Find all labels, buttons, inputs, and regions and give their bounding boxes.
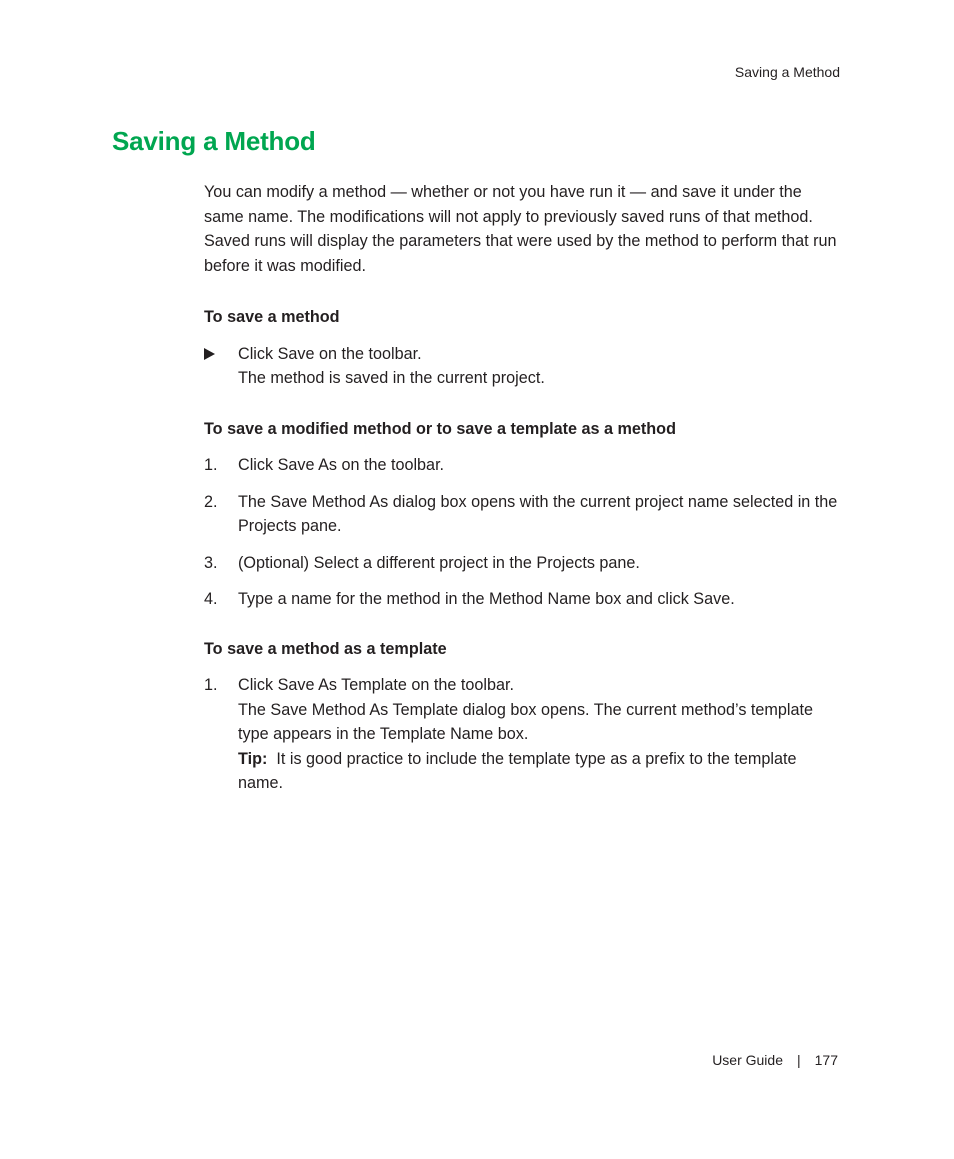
numbered-step: [204, 453, 844, 478]
intro-paragraph: You can modify a method — whether or not you have run it — and save it under the same name. The modifications will not apply to previously saved runs of that method. Saved runs will display the parameters that were used by the method to perform that run before it was modified.: [204, 183, 837, 275]
step-number: 1.: [204, 456, 218, 474]
procedure-heading-save-modified: To save a modified method or to save a template as a method: [204, 419, 676, 438]
footer-separator: |: [797, 1052, 801, 1068]
numbered-step: [204, 551, 844, 576]
numbered-step: [204, 673, 844, 698]
procedure-heading-save: To save a method: [204, 308, 340, 326]
page-footer: [712, 1052, 838, 1068]
page-content: [204, 180, 844, 796]
numbered-step: [204, 490, 844, 539]
bullet-arrow-icon: [204, 348, 215, 360]
page-number: 177: [814, 1052, 838, 1068]
step-text: Click Save As Template on the toolbar.: [238, 676, 514, 694]
page-title: Saving a Method: [112, 126, 316, 156]
step-text: Click Save As on the toolbar.: [238, 456, 445, 474]
footer-doc-name: User Guide: [712, 1052, 783, 1068]
step-number: 1.: [204, 676, 218, 694]
step-text: Type a name for the method in the Method Name box and click Save.: [238, 590, 735, 608]
tip-label: Tip:: [238, 749, 268, 768]
numbered-step: [204, 587, 844, 612]
procedure-step: [204, 342, 844, 367]
step-result: The Save Method As Template dialog box opens. The current method’s template type appears in the Template Name box.: [238, 700, 814, 743]
tip-text: It is good practice to include the template type as a prefix to the template name.: [238, 749, 797, 792]
step-text: The Save Method As dialog box opens with the current project name selected in the Projects pane.: [238, 492, 838, 535]
step-number: 4.: [204, 590, 218, 608]
running-header: Saving a Method: [734, 64, 840, 80]
step-text: (Optional) Select a different project in the Projects pane.: [238, 553, 640, 572]
step-result: The method is saved in the current project.: [238, 369, 545, 387]
step-number: 2.: [204, 492, 218, 511]
tip-note: [204, 747, 844, 796]
procedure-heading-save-as-template: To save a method as a template: [204, 639, 447, 658]
step-number: 3.: [204, 553, 218, 572]
step-text: Click Save on the toolbar.: [238, 344, 422, 363]
